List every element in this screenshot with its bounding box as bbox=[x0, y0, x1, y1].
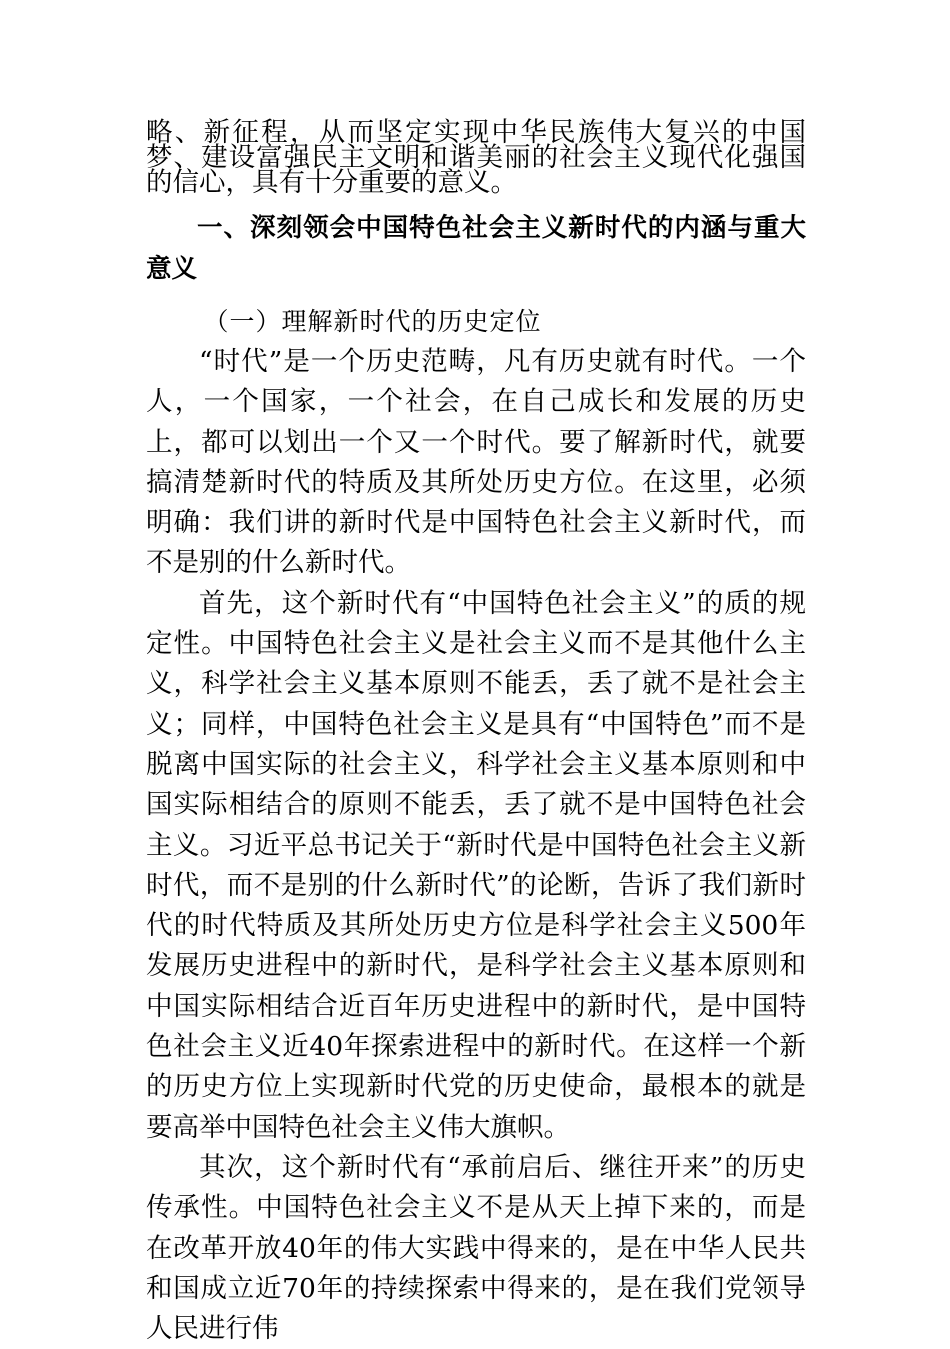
body-paragraph-3: 其次，这个新时代有“承前启后、继往开来”的历史传承性。中国特色社会主义不是从天上掉下来的，而是在改革开放40年的伟大实践中得来的，是在中华人民共和国成立近70年的持续探索中得来的，是在我们党领导人民进行伟 bbox=[146, 1151, 806, 1345]
section-heading: 一、深刻领会中国特色社会主义新时代的内涵与重大意义 bbox=[146, 213, 806, 284]
document-body bbox=[146, 117, 806, 1349]
subsection-heading: （一）理解新时代的历史定位 bbox=[203, 307, 542, 336]
intro-paragraph: 略、新征程，从而坚定实现中华民族伟大复兴的中国梦、建设富强民主文明和谐美丽的社会主义现代化强国的信心，具有十分重要的意义。 bbox=[146, 117, 806, 198]
body-paragraph-2: 首先，这个新时代有“中国特色社会主义”的质的规定性。中国特色社会主义是社会主义而不是其他什么主义，科学社会主义基本原则不能丢，丢了就不是社会主义；同样，中国特色社会主义是具有“中国特色”而不是脱离中国实际的社会主义，科学社会主义基本原则和中国实际相结合的原则不能丢，丢了就不是中国特色社会主义。习近平总书记关于“新时代是中国特色社会主义新时代，而不是别的什么新时代”的论断，告诉了我们新时代的时代特质及其所处历史方位是科学社会主义500年发展历史进程中的新时代，是科学社会主义基本原则和中国实际相结合近百年历史进程中的新时代，是中国特色社会主义近40年探索进程中的新时代。在这样一个新的历史方位上实现新时代党的历史使命，最根本的就是要高举中国特色社会主义伟大旗帜。 bbox=[146, 587, 806, 1143]
body-paragraph-1: “时代”是一个历史范畴，凡有历史就有时代。一个人，一个国家，一个社会，在自己成长和发展的历史上，都可以划出一个又一个时代。要了解新时代，就要搞清楚新时代的特质及其所处历史方位。在这里，必须明确：我们讲的新时代是中国特色社会主义新时代，而不是别的什么新时代。 bbox=[146, 346, 806, 579]
